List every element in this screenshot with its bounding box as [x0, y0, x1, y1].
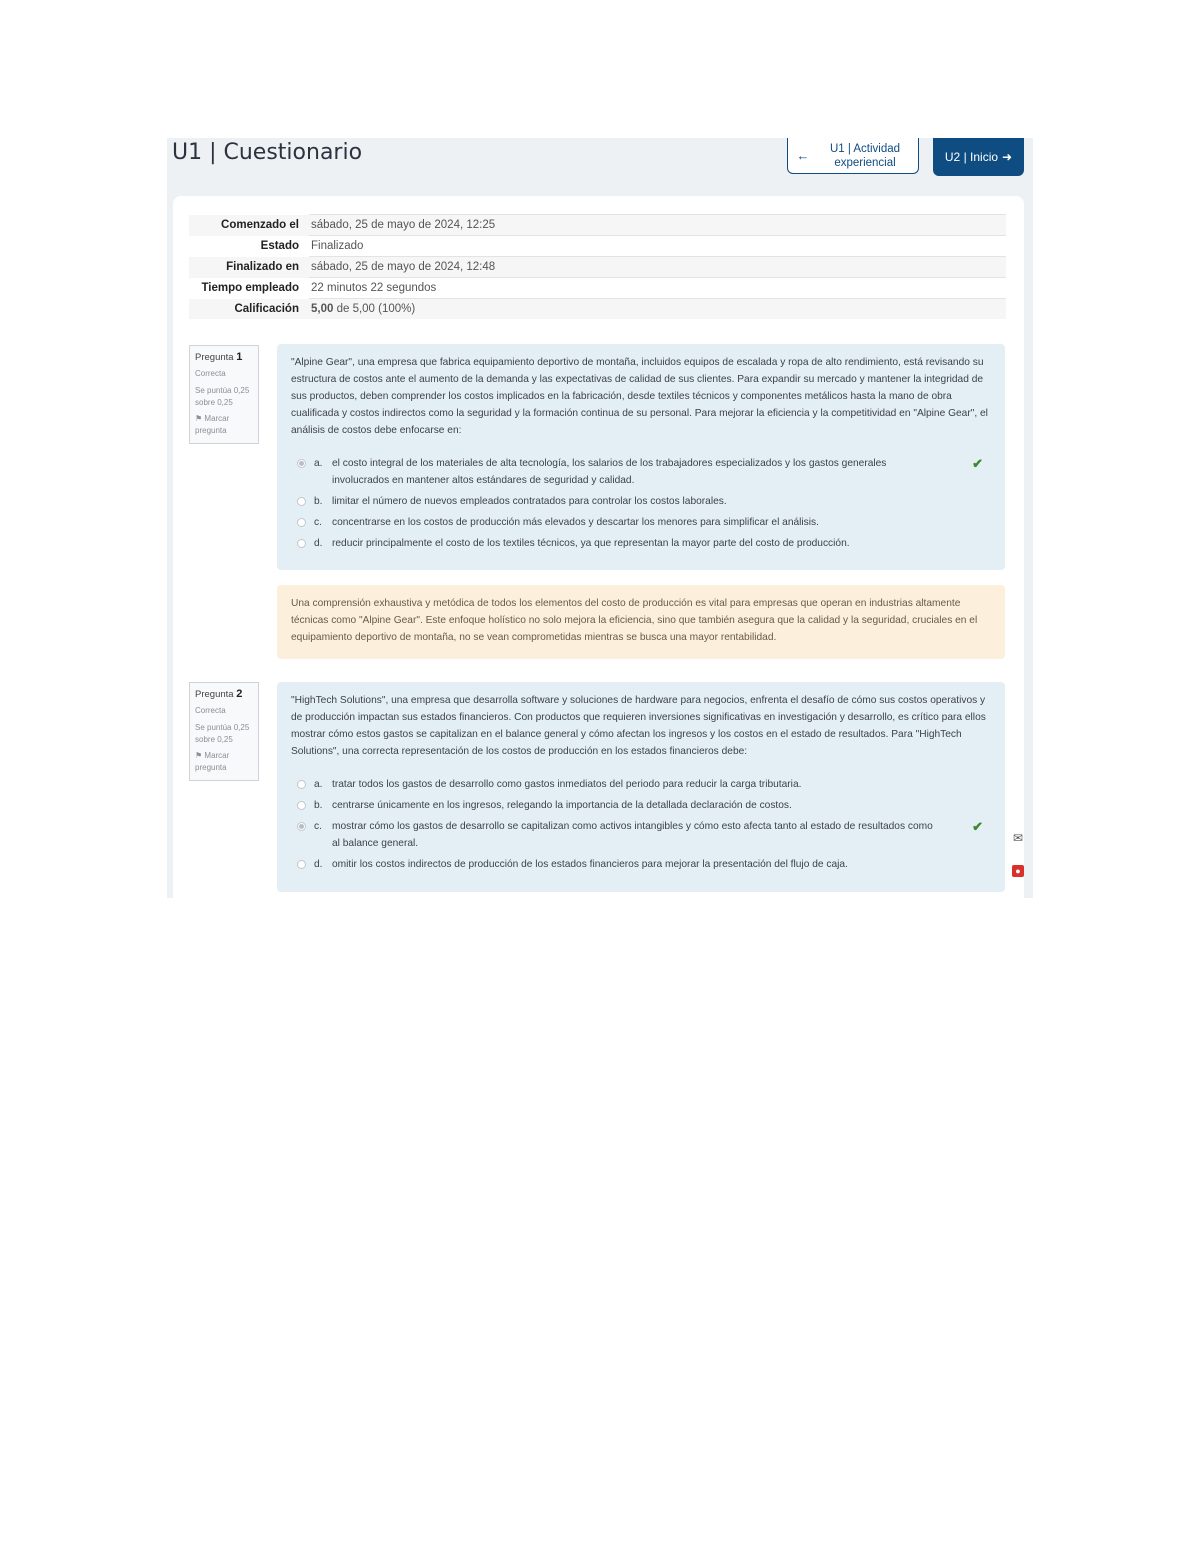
question-1-content — [277, 344, 1005, 570]
question-text: "Alpine Gear", una empresa que fabrica equipamiento deportivo de montaña, incluidos equipos de escalada y ropa de alto rendimiento, está revisando su estructura de costos ante el aumento de la demanda y las expectativas de calidad de sus clientes. Para expandir su mercado y mantener la integridad de sus productos, deben comprender los costos implicados en la fabricación, desde textiles técnicos y componentes metálicos hasta la mano de obra cualificada y costos indirectos como la seguridad y la formación continua de su personal. Para mejorar la eficiencia y la competitividad en "Alpine Gear", el análisis de costos debe enfocarse en: — [291, 357, 988, 436]
grade-value: 5,00 — [311, 303, 334, 315]
question-mark: Se puntúa 0,25 sobre 0,25 — [195, 723, 250, 744]
question-text: "HighTech Solutions", una empresa que desarrolla software y soluciones de hardware para negocios, enfrenta el desafío de cómo sus costos operativos y de producción impactan sus estados financieros. Con productos que requieren inversiones significativas en investigación y desarrollo, es crítico para ellos mostrar cómo estos gastos se capitalizan en el balance general y cómo afectan los ingresos y los costos en el estado de resultados. Para "HighTech Solutions", una correcta representación de los costos de producción en los estados financieros debe: — [291, 695, 986, 757]
answer-text: el costo integral de los materiales de alta tecnología, los salarios de los trabajadores especializados y los gastos generales involucrados en mantener altos estándares de seguridad y calidad. — [332, 458, 887, 486]
answer-letter: d. — [314, 859, 323, 870]
answer-letter: b. — [314, 800, 323, 811]
summary-label: Comenzado el — [221, 218, 299, 231]
summary-label: Tiempo empleado — [201, 281, 299, 294]
screenshot-region — [167, 138, 1033, 898]
answer-letter: a. — [314, 458, 323, 469]
radio-icon[interactable] — [297, 518, 306, 527]
question-number: 2 — [236, 688, 243, 700]
answer-option[interactable] — [297, 797, 991, 814]
answer-text: omitir los costos indirectos de producción de los estados financieros para mejorar la presentación del flujo de caja. — [332, 859, 848, 870]
answer-text: tratar todos los gastos de desarrollo como gastos inmediatos del periodo para reducir la carga tributaria. — [332, 779, 802, 790]
answer-text: mostrar cómo los gastos de desarrollo se capitalizan como activos intangibles y cómo esto afecta tanto al estado de resultados como al balance general. — [332, 821, 933, 849]
attempt-summary-table — [189, 214, 1006, 319]
answer-option[interactable] — [297, 493, 991, 510]
next-activity-button[interactable] — [933, 138, 1024, 176]
summary-value: Finalizado — [309, 236, 1006, 257]
check-icon: ✔ — [972, 456, 983, 471]
question-1-feedback: Una comprensión exhaustiva y metódica de todos los elementos del costo de producción es vital para empresas que operan en industrias altamente técnicas como "Alpine Gear". Este enfoque holístico no solo mejora la eficiencia, sino que también asegura que la calidad y la seguridad, cruciales en el equipamiento deportivo de montaña, no se vean comprometidas mientras se busca una mayor rentabilidad. — [277, 585, 1005, 659]
quiz-review-card — [173, 196, 1024, 898]
summary-value: sábado, 25 de mayo de 2024, 12:48 — [309, 257, 1006, 278]
flag-question-label: Marcar pregunta — [195, 414, 230, 435]
answer-option[interactable] — [297, 818, 991, 852]
question-mark: Se puntúa 0,25 sobre 0,25 — [195, 386, 250, 407]
chat-icon[interactable]: ✉ — [1012, 831, 1024, 845]
radio-icon[interactable] — [297, 780, 306, 789]
radio-selected-icon[interactable] — [297, 459, 306, 468]
question-state: Correcta — [195, 369, 226, 378]
radio-icon[interactable] — [297, 539, 306, 548]
previous-activity-label-line1: U1 | Actividad — [829, 142, 901, 155]
answer-text: centrarse únicamente en los ingresos, relegando la importancia de la detallada declaración de costos. — [332, 800, 792, 811]
record-button[interactable] — [1010, 863, 1026, 879]
answer-text: reducir principalmente el costo de los textiles técnicos, ya que representan la mayor parte del costo de producción. — [332, 538, 850, 549]
question-2-content — [277, 682, 1005, 892]
grade-total: de 5,00 (100%) — [333, 303, 416, 315]
answer-option[interactable] — [297, 455, 991, 489]
arrow-left-icon: ← — [796, 148, 810, 163]
question-1-info — [189, 345, 259, 444]
summary-label: Finalizado en — [226, 260, 299, 273]
summary-value: sábado, 25 de mayo de 2024, 12:25 — [309, 215, 1006, 236]
summary-row — [189, 215, 1006, 236]
radio-icon[interactable] — [297, 860, 306, 869]
answer-option[interactable] — [297, 535, 991, 552]
summary-row — [189, 236, 1006, 257]
radio-icon[interactable] — [297, 497, 306, 506]
answer-option[interactable] — [297, 514, 991, 531]
previous-activity-button[interactable] — [787, 138, 919, 174]
next-activity-label: U2 | Inicio — [944, 150, 999, 164]
summary-row — [189, 299, 1006, 320]
question-number: 1 — [236, 351, 243, 363]
summary-label: Estado — [260, 239, 299, 252]
flag-icon: ⚑ — [195, 414, 203, 423]
arrow-right-icon: ➜ — [1002, 150, 1013, 164]
question-2-info — [189, 682, 259, 781]
summary-row — [189, 278, 1006, 299]
question-label: Pregunta — [195, 352, 234, 363]
radio-selected-icon[interactable] — [297, 822, 306, 831]
previous-activity-label-line2: experiencial — [834, 156, 896, 169]
flag-question-label: Marcar pregunta — [195, 751, 230, 772]
answer-text: concentrarse en los costos de producción más elevados y descartar los menores para simplificar el análisis. — [332, 517, 819, 528]
summary-row — [189, 257, 1006, 278]
answer-letter: a. — [314, 779, 323, 790]
answer-option[interactable] — [297, 776, 991, 793]
question-state: Correcta — [195, 706, 226, 715]
answer-letter: b. — [314, 496, 323, 507]
record-icon: ● — [1012, 865, 1024, 877]
answer-option[interactable] — [297, 856, 991, 873]
summary-label: Calificación — [234, 302, 299, 315]
radio-icon[interactable] — [297, 801, 306, 810]
answer-letter: c. — [314, 821, 322, 832]
flag-question-link[interactable] — [195, 750, 253, 774]
summary-value: 22 minutos 22 segundos — [309, 278, 1006, 299]
answer-text: limitar el número de nuevos empleados contratados para controlar los costos laborales. — [332, 496, 727, 507]
summary-value — [309, 299, 1006, 320]
flag-icon: ⚑ — [195, 751, 203, 760]
answer-letter: c. — [314, 517, 322, 528]
answer-letter: d. — [314, 538, 323, 549]
question-label: Pregunta — [195, 689, 234, 700]
check-icon: ✔ — [972, 819, 983, 834]
page-title: U1 | Cuestionario — [172, 140, 363, 165]
flag-question-link[interactable] — [195, 413, 253, 437]
